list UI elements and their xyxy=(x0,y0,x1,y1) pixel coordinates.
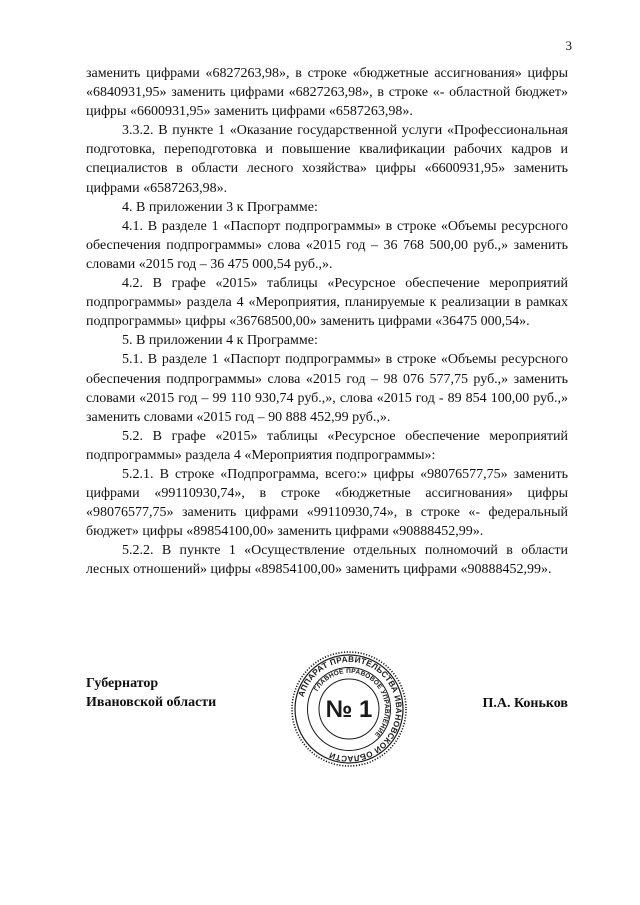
signatory-name: П.А. Коньков xyxy=(482,696,568,711)
document-body xyxy=(86,64,568,580)
official-seal xyxy=(290,650,408,768)
page-number: 3 xyxy=(565,38,572,53)
seal-number: № 1 xyxy=(325,696,373,723)
paragraph: 3.3.2. В пункте 1 «Оказание государственной услуги «Профессиональная подготовка, переподготовка и повышение квалификации рабочих кадров и специалистов в области лесного хозяйства» цифры «6600931,95» заменить цифрами «6587263,98». xyxy=(86,123,568,196)
paragraph: 5. В приложении 4 к Программе: xyxy=(122,333,318,349)
signatory-title-line2: Ивановской области xyxy=(86,695,217,710)
paragraph: 5.2.1. В строке «Подпрограмма, всего:» цифры «98076577,75» заменить цифрами «99110930,74», в строке «бюджетные ассигнования» цифры «98076577,75» заменить цифрами «99110930,74», в строке «- федеральный бюджет» цифры «89854100,00» заменить цифрами «90888452,99». xyxy=(86,466,568,540)
paragraph: 4.1. В разделе 1 «Паспорт подпрограммы» в строке «Объемы ресурсного обеспечения подпрограммы» слова «2015 год – 36 768 500,00 руб.,» заменить словами «2015 год – 36 475 000,54 руб.,». xyxy=(86,218,568,272)
paragraph: заменить цифрами «6827263,98», в строке «бюджетные ассигнования» цифры «6840931,95» заменить цифрами «6827263,98», в строке «- областной бюджет» цифры «6600931,95» заменить цифрами «6587263,98». xyxy=(86,66,568,120)
paragraph: 4. В приложении 3 к Программе: xyxy=(122,199,318,215)
paragraph: 5.2.2. В пункте 1 «Осуществление отдельных полномочий в области лесных отношений» цифры «89854100,00» заменить цифрами «90888452,99». xyxy=(86,543,568,578)
seal-outer-text: АППАРАТ ПРАВИТЕЛЬСТВА ИВАНОВСКОЙ ОБЛАСТИ xyxy=(296,654,404,764)
signatory-title-line1: Губернатор xyxy=(86,676,159,691)
paragraph: 4.2. В графе «2015» таблицы «Ресурсное обеспечение мероприятий подпрограммы» раздела 4 «Мероприятия, планируемые к реализации в рамках подпрограммы» цифры «36768500,00» заменить цифрами «36475 000,54». xyxy=(86,276,568,330)
seal-inner-text: ГЛАВНОЕ ПРАВОВОЕ УПРАВЛЕНИЕ xyxy=(313,667,391,739)
paragraph: 5.2. В графе «2015» таблицы «Ресурсное обеспечение мероприятий подпрограммы» раздела 4 «Мероприятия подпрограммы»: xyxy=(86,428,568,463)
signatory-title xyxy=(86,674,216,712)
paragraph: 5.1. В разделе 1 «Паспорт подпрограммы» в строке «Объемы ресурсного обеспечения подпрограммы» слова «2015 год – 98 076 577,75 руб.,» заменить словами «2015 год – 99 110 930,74 руб.,», слова «2015 год - 89 854 100,00 руб.,» заменить словами «2015 год – 90 888 452,99 руб.,». xyxy=(86,352,568,425)
